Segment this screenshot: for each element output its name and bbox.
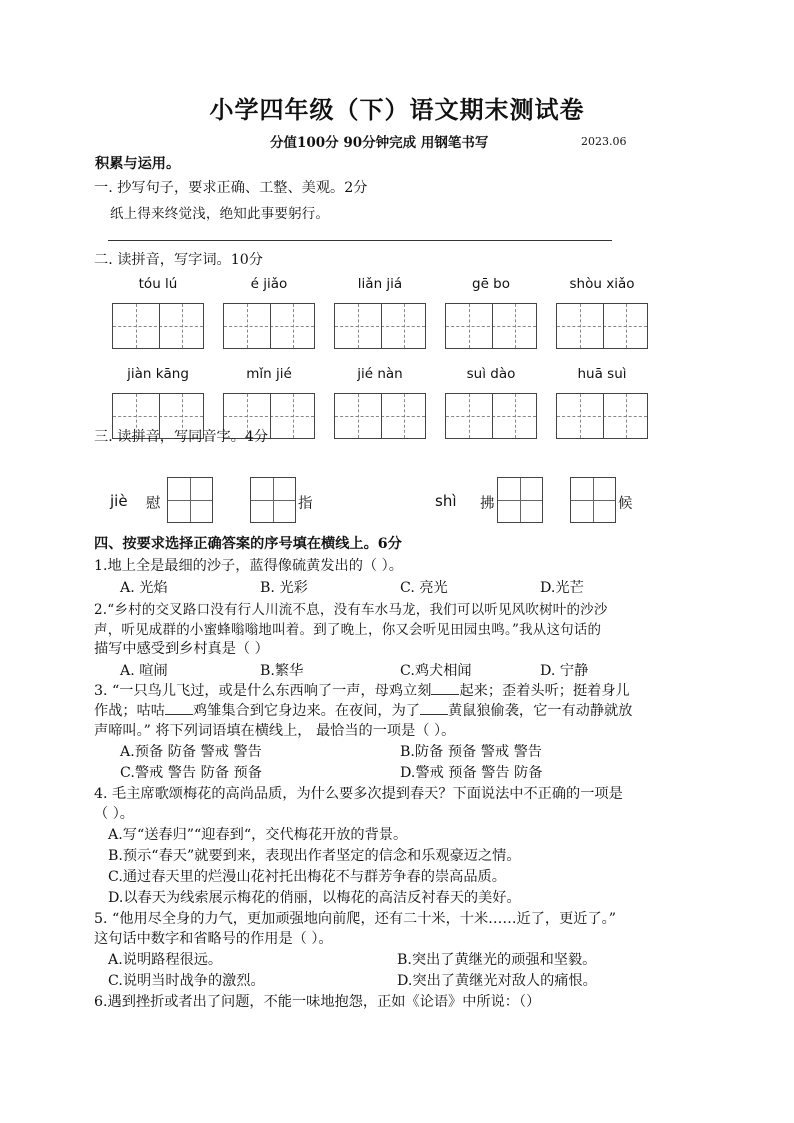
q4-item2-option-d[interactable]: D. 宁静 (540, 663, 589, 679)
page-title: 小学四年级（下）语文期末测试卷 (209, 95, 585, 124)
q4-item5-option-b[interactable]: B.突出了黄继光的顽强和坚毅。 (397, 952, 597, 968)
q4-item2-line2: 声，听见成群的小蜜蜂嗡嗡地叫着。到了晚上，你又会听见田园虫鸣。”我从这句话的 (94, 622, 602, 638)
section-heading: 积累与运用。 (95, 156, 181, 172)
q4-item2-line3: 描写中感受到乡村真是（ ） (94, 641, 269, 657)
q3-char-1: 慰 (146, 496, 161, 512)
q2-pinyin-2-1: jiàn kāng (127, 366, 189, 382)
q2-writing-grid-2-5[interactable] (556, 393, 648, 439)
q4-item3-line3: 声啼叫。” 将下列词语填在横线上， 最恰当的一项是（ ）。 (94, 723, 456, 739)
q2-writing-grid-2-4[interactable] (445, 393, 537, 439)
q4-item2-line1: 2.“乡村的交叉路口没有行人川流不息，没有车水马龙，我们可以听见风吹树叶的沙沙 (94, 602, 608, 618)
q3-char-3: 拂 (480, 496, 495, 512)
q3-write-box-2[interactable] (250, 477, 296, 523)
q2-pinyin-1-4: gē bo (472, 276, 510, 292)
q3-write-box-3[interactable] (497, 477, 543, 523)
q4-item3-line2-b: 鸡雏集合到它身边来。在夜间，为了 (192, 703, 420, 719)
q1-heading: 一. 抄写句子，要求正确、工整、美观。2分 (94, 180, 368, 196)
q2-writing-grid-1-5[interactable] (556, 303, 648, 349)
q4-item2-option-b[interactable]: B.繁华 (260, 663, 304, 679)
q4-item5-option-c[interactable]: C.说明当时战争的激烈。 (108, 973, 265, 989)
q2-writing-grid-2-3[interactable] (334, 393, 426, 439)
q4-item3-line2 (94, 700, 632, 720)
q4-item3-blank-3[interactable] (420, 700, 448, 715)
q3-write-box-4[interactable] (570, 477, 616, 523)
q2-pinyin-1-2: é jiǎo (250, 276, 288, 292)
q3-char-2: 指 (298, 496, 313, 512)
q2-heading: 二. 读拼音，写字词。10分 (94, 252, 263, 268)
q2-writing-grid-1-2[interactable] (223, 303, 315, 349)
q4-item3-blank-2[interactable] (165, 700, 193, 715)
exam-info: 分值100分 90分钟完成 用钢笔书写 (270, 135, 489, 151)
q4-item4-line1: 4. 毛主席歌颂梅花的高尚品质，为什么要多次提到春天？下面说法中不正确的一项是 (94, 786, 623, 802)
q1-answer-line[interactable] (108, 240, 612, 241)
q4-item3-line2-a: 作战；咕咕 (94, 703, 165, 719)
q2-pinyin-1-3: liǎn jiá (357, 276, 403, 292)
q4-item4-option-d[interactable]: D.以春天为线索展示梅花的俏丽，以梅花的高洁反衬春天的美好。 (108, 890, 521, 906)
q4-item3-option-a[interactable]: A.预备 防备 警戒 警告 (120, 744, 262, 760)
q4-item5-line2: 这句话中数字和省略号的作用是（ ）。 (94, 931, 333, 947)
q3-char-4: 候 (618, 496, 633, 512)
q4-item3-line1-a: 3. “一只鸟儿飞过，或是什么东西响了一声，母鸡立刻 (94, 683, 432, 699)
q3-pinyin-shi: shì (435, 492, 457, 510)
q4-item1-stem: 1.地上全是最细的沙子，蓝得像硫黄发出的（ ）。 (94, 558, 403, 574)
q2-pinyin-1-1: tóu lú (138, 276, 178, 292)
q2-pinyin-2-5: huā suì (577, 366, 627, 382)
q4-item1-option-a[interactable]: A. 光焰 (120, 580, 168, 596)
q4-item3-line1 (94, 680, 630, 700)
q4-item1-option-c[interactable]: C. 亮光 (400, 580, 448, 596)
q2-writing-grid-1-3[interactable] (334, 303, 426, 349)
q4-item3-option-b[interactable]: B.防备 预备 警戒 警告 (400, 744, 542, 760)
q4-item4-option-c[interactable]: C.通过春天里的烂漫山花衬托出梅花不与群芳争春的崇高品质。 (108, 869, 506, 885)
q3-pinyin-jie: jiè (110, 492, 128, 510)
q3-heading: 三. 读拼音，写同音字。4分 (94, 429, 269, 445)
q2-pinyin-2-2: mǐn jié (246, 366, 292, 382)
q4-item1-option-d[interactable]: D.光芒 (540, 580, 584, 596)
q4-item6-line1: 6.遇到挫折或者出了问题，不能一味地抱怨，正如《论语》中所说：（） (94, 994, 541, 1010)
q4-item2-option-c[interactable]: C.鸡犬相闻 (400, 663, 472, 679)
q2-writing-grid-1-1[interactable] (112, 303, 204, 349)
q2-pinyin-1-5: shòu xiǎo (569, 276, 635, 292)
q4-item1-option-b[interactable]: B. 光彩 (260, 580, 308, 596)
q2-pinyin-2-4: suì dào (466, 366, 516, 382)
q4-item3-blank-1[interactable] (431, 680, 459, 695)
q4-item5-line1: 5. “他用尽全身的力气，更加顽强地向前爬，还有二十米，十米……近了，更近了。” (94, 911, 617, 927)
q2-writing-grid-1-4[interactable] (445, 303, 537, 349)
q1-sentence: 纸上得来终觉浅，绝知此事要躬行。 (110, 206, 330, 222)
q4-item3-option-c[interactable]: C.警戒 警告 防备 预备 (120, 765, 262, 781)
q4-item3-line1-b: 起来；歪着头听；挺着身儿 (459, 683, 630, 699)
q4-item3-option-d[interactable]: D.警戒 预备 警告 防备 (400, 765, 543, 781)
exam-date: 2023.06 (581, 135, 627, 148)
q4-item4-option-b[interactable]: B.预示“春天”就要到来，表现出作者坚定的信念和乐观豪迈之情。 (108, 848, 521, 864)
q4-item4-option-a[interactable]: A.写“送春归”“迎春到“，交代梅花开放的背景。 (108, 827, 408, 843)
q2-pinyin-2-3: jié nàn (357, 366, 403, 382)
q4-item5-option-a[interactable]: A.说明路程很远。 (108, 952, 223, 968)
q4-item2-option-a[interactable]: A. 喧闹 (120, 663, 168, 679)
q3-write-box-1[interactable] (167, 477, 213, 523)
q4-item4-line2: （ ）。 (94, 806, 134, 822)
q4-item3-line2-c: 黄鼠狼偷袭，它一有动静就放 (447, 703, 633, 719)
q4-heading: 四、按要求选择正确答案的序号填在横线上。6分 (94, 536, 402, 552)
q4-item5-option-d[interactable]: D.突出了黄继光对敌人的痛恨。 (397, 973, 597, 989)
